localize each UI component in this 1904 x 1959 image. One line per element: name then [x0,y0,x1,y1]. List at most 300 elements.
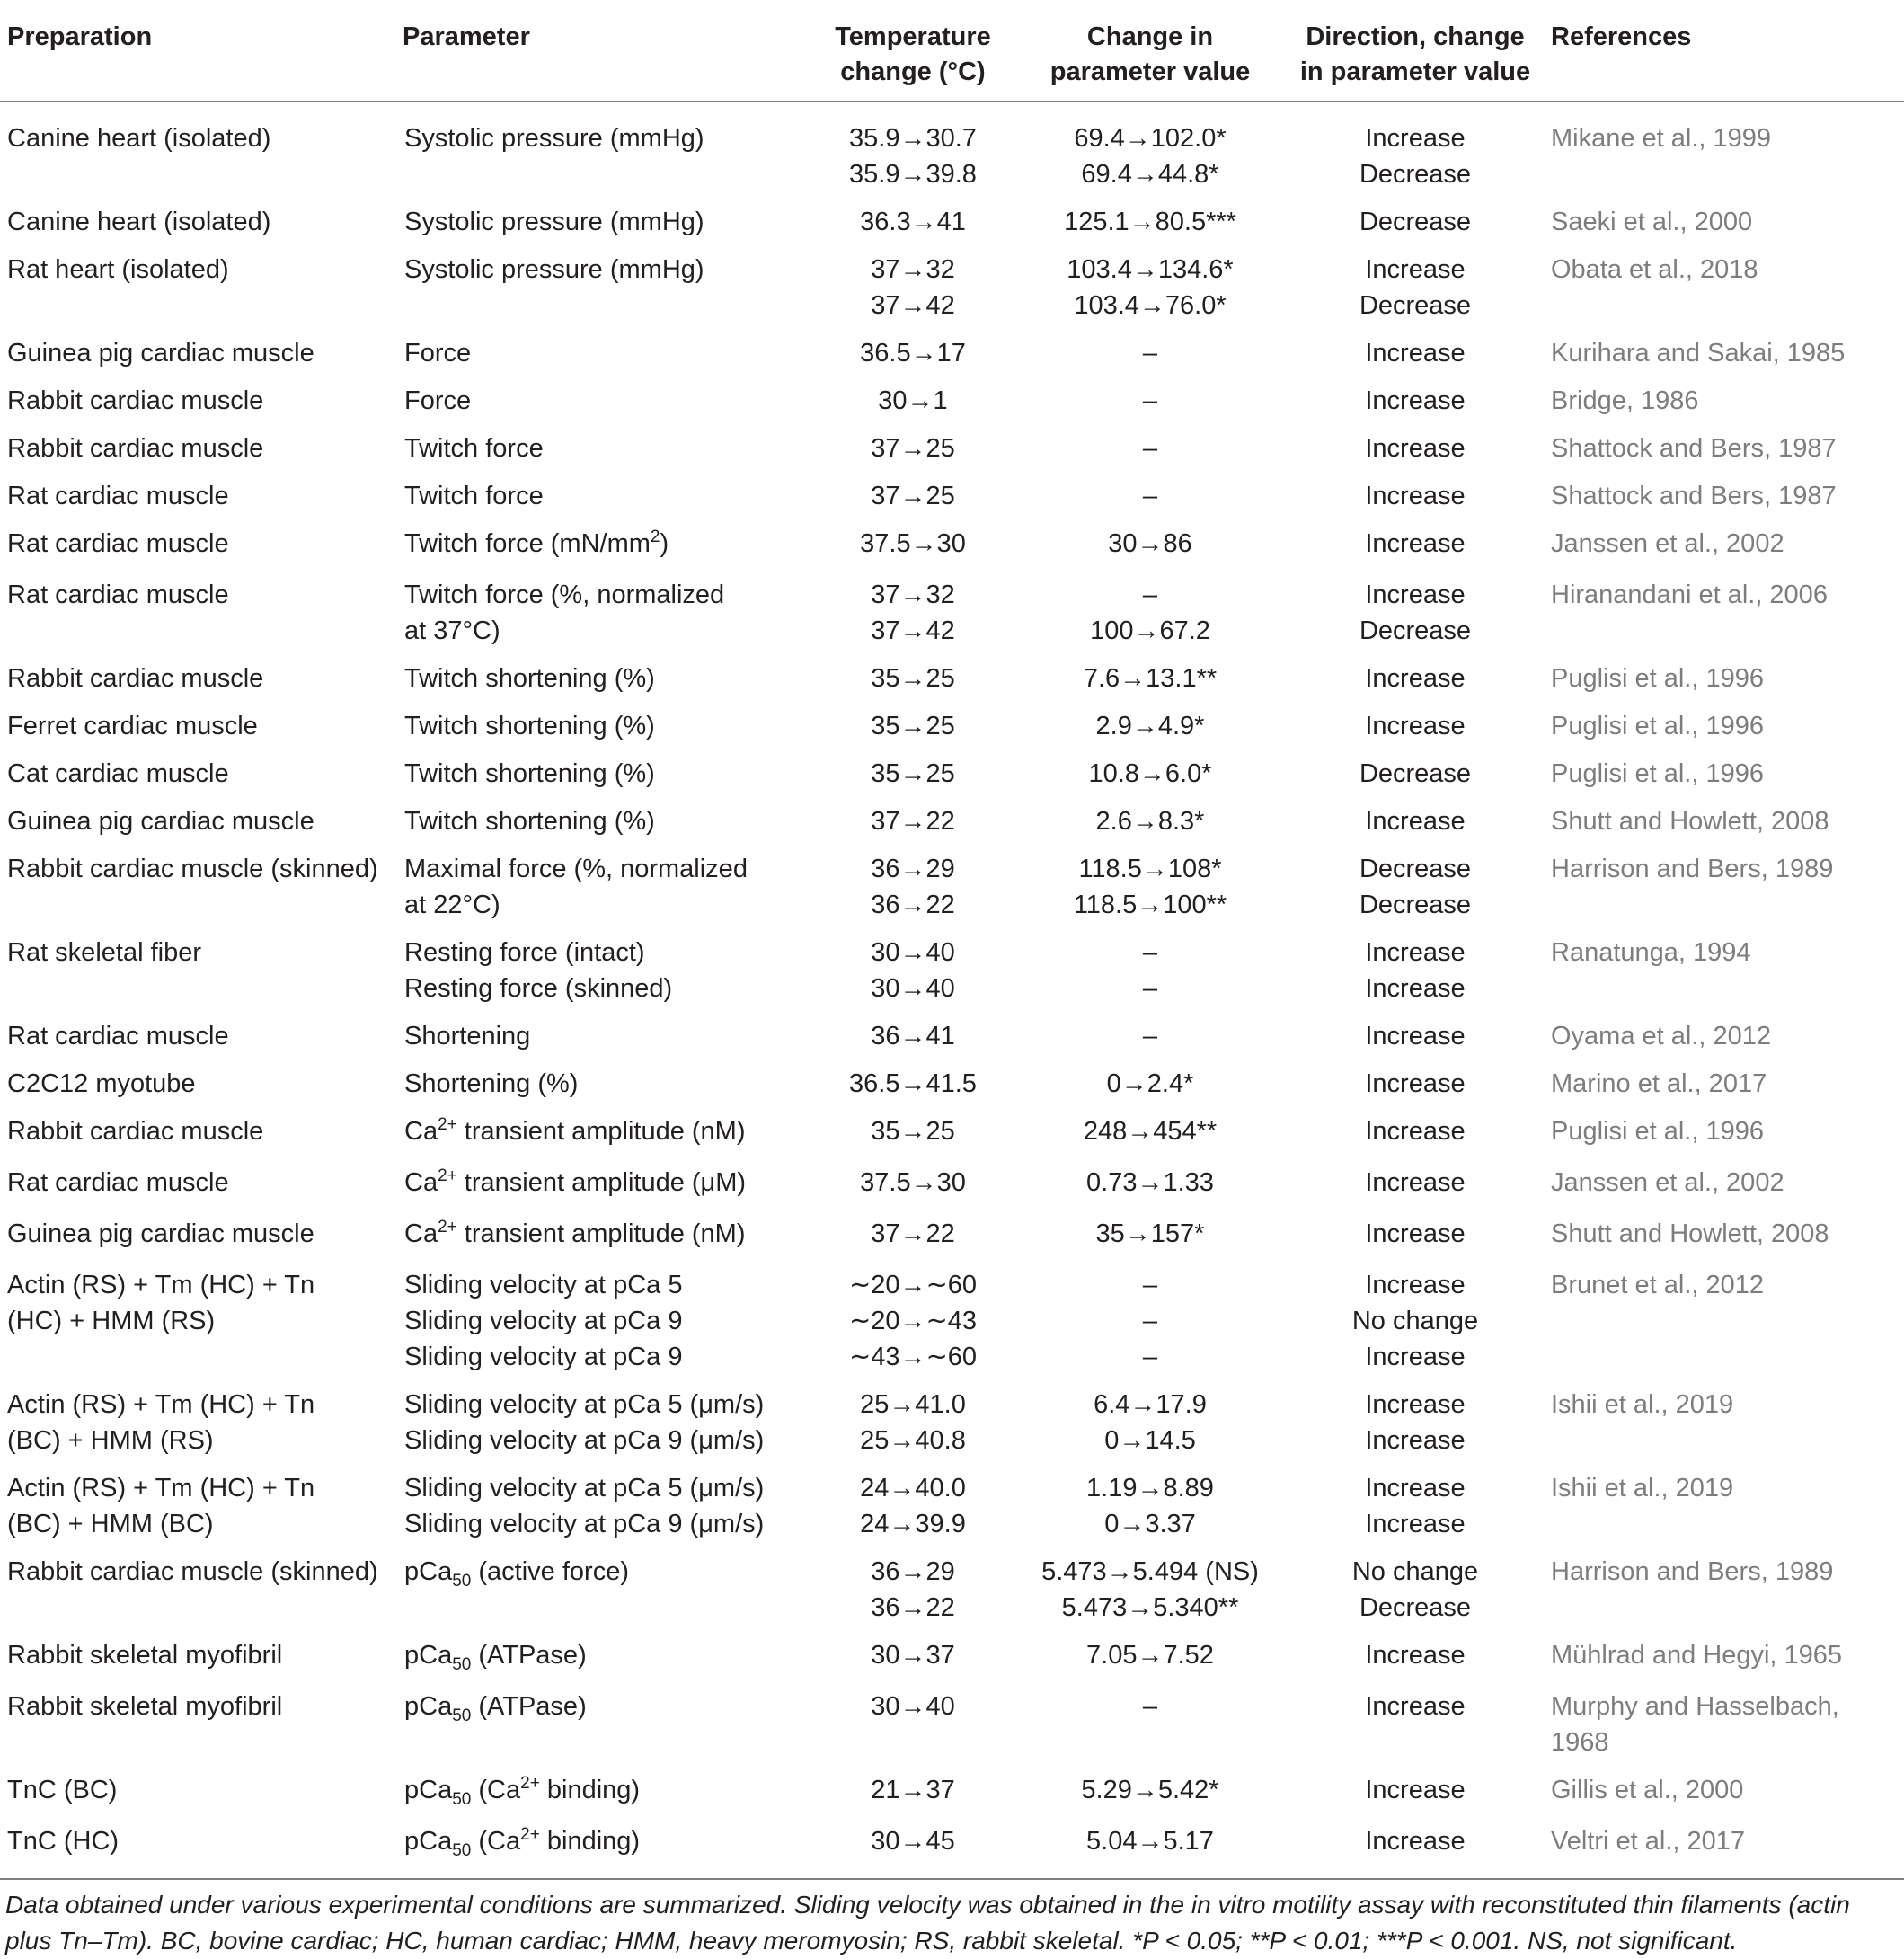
cell-temperature-change [805,425,1021,473]
table-row [0,1262,1904,1381]
superscript: 2 [650,527,660,546]
cell-preparation [0,1818,403,1869]
cell-temperature-change-line: 30→45 [871,1827,955,1856]
cell-preparation [0,798,403,846]
header-direction [1280,7,1551,102]
cell-temperature-change-line: 25→40.8 [860,1426,966,1455]
cell-direction-line: Increase [1365,529,1466,558]
cell-preparation-line: Rabbit cardiac muscle [7,386,264,415]
cell-direction-line: Increase [1365,1827,1466,1856]
cell-direction-line: Increase [1365,1390,1466,1419]
cell-parameter-change [1021,1262,1280,1381]
text-segment: (Ca [471,1827,521,1856]
cell-parameter-line [404,1637,805,1677]
cell-direction [1280,1548,1551,1632]
cell-temperature-change [805,377,1021,425]
cell-parameter-line: Maximal force (%, normalized [404,855,748,883]
cell-preparation-line: Rat cardiac muscle [7,1168,229,1197]
cell-preparation [0,425,403,473]
cell-parameter [403,246,805,330]
cell-parameter [403,1381,805,1465]
cell-parameter-line: Sliding velocity at pCa 5 [404,1271,683,1299]
cell-temperature-change-line: 36→22 [871,891,955,919]
cell-direction [1280,473,1551,520]
text-segment: Twitch force (mN/mm [404,529,651,558]
cell-preparation [0,1381,403,1465]
table-row [0,377,1904,425]
cell-preparation-line: TnC (BC) [7,1776,118,1804]
cell-temperature-change-line: 30→40 [871,938,955,967]
cell-parameter-change-line: 69.4→44.8* [1081,160,1219,189]
cell-temperature-change [805,1159,1021,1210]
cell-parameter [403,655,805,703]
cell-reference: Brunet et al., 2012 [1551,1271,1764,1299]
cell-temperature-change-line: 37.5→30 [860,529,966,558]
cell-temperature-change-line: 37→25 [871,482,955,510]
cell-parameter-change-line: 69.4→102.0* [1074,124,1227,153]
cell-reference: Murphy and Hasselbach, 1968 [1551,1692,1839,1757]
cell-parameter-line: Sliding velocity at pCa 9 [404,1343,683,1371]
cell-temperature-change-line: 35→25 [871,1117,955,1146]
data-table [0,7,1904,1869]
superscript: 2+ [520,1774,540,1793]
cell-reference: Kurihara and Sakai, 1985 [1551,339,1846,368]
cell-direction-line: Increase [1365,339,1466,368]
cell-parameter [403,798,805,846]
cell-parameter [403,1818,805,1869]
cell-temperature-change [805,703,1021,750]
cell-reference: Veltri et al., 2017 [1551,1827,1746,1856]
subscript: 50 [452,1841,472,1860]
cell-preparation-line: Guinea pig cardiac muscle [7,1219,314,1248]
cell-temperature-change-line: 35→25 [871,712,955,740]
header-temperature-line: change (°C) [840,58,986,86]
cell-preparation-line: Rabbit cardiac muscle [7,664,264,693]
cell-parameter-change [1021,1108,1280,1159]
cell-preparation-line: Rat cardiac muscle [7,529,229,558]
cell-temperature-change [805,655,1021,703]
cell-parameter-change-line: 248→454** [1083,1117,1218,1146]
cell-temperature-change-line: 30→37 [871,1641,955,1670]
cell-direction-line: Increase [1365,1692,1466,1721]
cell-parameter-line [404,1216,805,1255]
cell-parameter-line [404,1689,805,1728]
cell-parameter-change-line: 0→3.37 [1104,1510,1196,1538]
cell-direction [1280,1381,1551,1465]
cell-parameter-change-line: 30→86 [1108,529,1192,558]
cell-parameter-change-line: – [1142,434,1158,463]
cell-parameter [403,1108,805,1159]
table-row [0,703,1904,750]
cell-reference: Oyama et al., 2012 [1551,1022,1772,1050]
cell-direction-line: Increase [1365,581,1466,609]
cell-direction [1280,520,1551,572]
cell-reference: Puglisi et al., 1996 [1551,664,1764,693]
cell-parameter-change-line: 7.6→13.1** [1083,664,1218,693]
cell-temperature-change [805,750,1021,798]
cell-parameter [403,1632,805,1683]
table-row [0,246,1904,330]
cell-direction [1280,1159,1551,1210]
cell-parameter [403,1767,805,1818]
cell-parameter-line: Shortening [404,1022,531,1050]
cell-direction-line: Decrease [1359,291,1472,320]
cell-direction-line: Decrease [1359,160,1472,189]
header-change-line: Change in [1086,22,1214,51]
cell-temperature-change [805,1548,1021,1632]
superscript: 2+ [438,1218,457,1237]
cell-preparation-line: Rat cardiac muscle [7,482,229,510]
cell-direction [1280,377,1551,425]
cell-direction [1280,929,1551,1013]
table-row [0,655,1904,703]
cell-parameter-change-line: 10.8→6.0* [1088,759,1212,788]
cell-preparation-line: C2C12 myotube [7,1069,196,1098]
subscript: 50 [452,1706,472,1725]
cell-parameter-change-line: – [1142,386,1158,415]
cell-preparation [0,750,403,798]
table-row [0,425,1904,473]
cell-temperature-change-line: 37→22 [871,807,955,836]
cell-temperature-change [805,1013,1021,1060]
cell-direction-line: Increase [1365,1343,1466,1371]
cell-preparation [0,1159,403,1210]
text-segment: Ca [404,1219,438,1248]
cell-parameter-change-line: – [1142,1307,1158,1335]
text-segment: binding) [539,1776,641,1804]
subscript: 50 [452,1572,472,1591]
text-segment: (ATPase) [471,1692,587,1721]
cell-preparation [0,1108,403,1159]
cell-temperature-change-line: 37→32 [871,581,955,609]
cell-temperature-change [805,1465,1021,1548]
cell-direction [1280,425,1551,473]
table-row [0,1767,1904,1818]
cell-parameter-line: Resting force (intact) [404,938,645,967]
cell-preparation [0,1548,403,1632]
cell-temperature-change-line: 36.5→41.5 [849,1069,977,1098]
cell-preparation [0,846,403,929]
cell-direction [1280,246,1551,330]
table-row [0,1632,1904,1683]
cell-parameter-change [1021,1381,1280,1465]
cell-preparation [0,246,403,330]
cell-preparation [0,929,403,1013]
table-row [0,1060,1904,1108]
table-row [0,1159,1904,1210]
cell-reference: Gillis et al., 2000 [1551,1776,1744,1804]
cell-preparation [0,655,403,703]
cell-parameter-change-line: 6.4→17.9 [1094,1390,1207,1419]
table-row [0,1210,1904,1262]
cell-reference: Saeki et al., 2000 [1551,208,1753,236]
cell-temperature-change-line: 37→22 [871,1219,955,1248]
cell-parameter-change-line: 0.73→1.33 [1086,1168,1214,1197]
table-row [0,1465,1904,1548]
cell-parameter [403,1210,805,1262]
cell-direction-line: Decrease [1359,891,1472,919]
header-parameter: Parameter [403,7,805,102]
cell-temperature-change-line: 36→29 [871,1557,955,1586]
header-preparation: Preparation [0,7,403,102]
cell-temperature-change-line: 25→41.0 [860,1390,966,1419]
cell-parameter [403,377,805,425]
cell-preparation-line: TnC (HC) [7,1827,120,1856]
cell-preparation [0,102,403,199]
cell-parameter-line: Force [404,339,472,368]
cell-direction-line: Increase [1365,1168,1466,1197]
cell-temperature-change [805,473,1021,520]
cell-parameter-change-line: – [1142,339,1158,368]
cell-reference: Puglisi et al., 1996 [1551,1117,1764,1146]
cell-parameter-change-line: – [1142,1692,1158,1721]
cell-preparation-line: Rat heart (isolated) [7,255,229,284]
cell-parameter-line: Resting force (skinned) [404,974,673,1003]
cell-parameter-change-line: 35→157* [1095,1219,1205,1248]
cell-direction-line: Increase [1365,1069,1466,1098]
cell-direction [1280,1262,1551,1381]
cell-parameter [403,1262,805,1381]
cell-parameter-line: Twitch shortening (%) [404,664,655,693]
cell-parameter [403,703,805,750]
cell-parameter-change-line: – [1142,1271,1158,1299]
cell-parameter-line [404,1772,805,1812]
cell-preparation [0,520,403,572]
cell-direction-line: Increase [1365,434,1466,463]
table-row [0,1548,1904,1632]
table-bottom-rule [0,1878,1904,1880]
cell-preparation-line: Rat cardiac muscle [7,1022,229,1050]
cell-parameter-change-line: 5.29→5.42* [1081,1776,1219,1804]
cell-reference: Shattock and Bers, 1987 [1551,434,1837,463]
cell-temperature-change [805,1262,1021,1381]
cell-parameter-line: Systolic pressure (mmHg) [404,124,704,153]
cell-reference: Harrison and Bers, 1989 [1551,1557,1834,1586]
cell-preparation [0,572,403,655]
cell-preparation-line: Canine heart (isolated) [7,124,271,153]
table-row [0,330,1904,377]
cell-temperature-change-line: 37→32 [871,255,955,284]
cell-temperature-change [805,1632,1021,1683]
cell-temperature-change-line: 30→40 [871,1692,955,1721]
cell-direction-line: Increase [1365,1426,1466,1455]
table-row [0,929,1904,1013]
cell-direction [1280,750,1551,798]
cell-parameter-line: Systolic pressure (mmHg) [404,208,704,236]
cell-preparation [0,1060,403,1108]
cell-parameter-line [404,1554,805,1593]
cell-parameter-change [1021,425,1280,473]
cell-parameter-line: Sliding velocity at pCa 9 [404,1307,683,1335]
cell-temperature-change [805,1210,1021,1262]
cell-parameter-change [1021,703,1280,750]
cell-parameter-change-line: 2.9→4.9* [1095,712,1205,740]
cell-parameter-line: Twitch force (%, normalized [404,581,725,609]
cell-parameter-change [1021,1767,1280,1818]
cell-preparation [0,377,403,425]
cell-direction-line: Increase [1365,664,1466,693]
cell-preparation-line: Actin (RS) + Tm (HC) + Tn [7,1271,315,1299]
table-body [0,102,1904,1869]
cell-temperature-change [805,1381,1021,1465]
table-row [0,473,1904,520]
cell-parameter-change [1021,1013,1280,1060]
cell-parameter-change-line: – [1142,1022,1158,1050]
cell-parameter [403,750,805,798]
text-segment: Ca [404,1117,438,1146]
header-direction-line: Direction, change [1306,22,1525,51]
cell-preparation-line: Rabbit skeletal myofibril [7,1641,283,1670]
cell-direction [1280,1013,1551,1060]
cell-temperature-change [805,520,1021,572]
text-segment: Ca [404,1168,438,1197]
table-row [0,520,1904,572]
cell-preparation-line: Rat cardiac muscle [7,581,229,609]
cell-temperature-change-line: 24→40.0 [860,1474,966,1502]
cell-parameter-change-line: 5.04→5.17 [1086,1827,1214,1856]
cell-temperature-change [805,798,1021,846]
cell-parameter-line: Sliding velocity at pCa 9 (μm/s) [404,1510,765,1538]
cell-parameter-line [404,526,805,565]
header-temperature [805,7,1021,102]
table-header [0,7,1904,102]
cell-parameter-change-line: 0→2.4* [1106,1069,1194,1098]
cell-parameter-change-line: – [1142,581,1158,609]
text-segment: (active force) [471,1557,630,1586]
cell-parameter-change-line: 100→67.2 [1090,616,1210,645]
cell-direction [1280,655,1551,703]
cell-parameter [403,1159,805,1210]
cell-reference: Puglisi et al., 1996 [1551,712,1764,740]
cell-parameter-line: Twitch force [404,482,544,510]
cell-direction-line: Decrease [1359,1593,1472,1622]
cell-preparation-line: Rabbit cardiac muscle [7,1117,264,1146]
cell-direction-line: Increase [1365,1022,1466,1050]
header-direction-line: in parameter value [1299,58,1531,86]
table-footnote: Data obtained under various experimental conditions are summarized. Sliding velocity was obtained in the in vitro motility assay with reconstituted thin filaments (actin plus Tn–Tm). BC, bovine cardiac; HC, human cardiac; HMM, heavy meromyosin; RS, rabbit skeletal. *P < 0.05; **P < 0.01; ***P < 0.001. NS, not significant. [5,1891,1850,1955]
cell-parameter-change [1021,1159,1280,1210]
cell-preparation-line: (BC) + HMM (BC) [7,1510,214,1538]
cell-preparation [0,1683,403,1767]
cell-temperature-change-line: 36.5→17 [860,339,966,368]
cell-parameter-line: Twitch force [404,434,544,463]
cell-parameter-change [1021,330,1280,377]
cell-temperature-change-line: 36→29 [871,855,955,883]
cell-direction [1280,703,1551,750]
cell-direction-line: Increase [1365,712,1466,740]
cell-direction [1280,1210,1551,1262]
cell-preparation [0,330,403,377]
cell-direction [1280,102,1551,199]
cell-parameter-line: Twitch shortening (%) [404,807,655,836]
cell-temperature-change-line: 35→25 [871,664,955,693]
cell-parameter-change-line: – [1142,938,1158,967]
cell-parameter-change [1021,929,1280,1013]
cell-direction-line: Increase [1365,1510,1466,1538]
cell-temperature-change [805,1767,1021,1818]
cell-direction [1280,1632,1551,1683]
cell-preparation-line: Canine heart (isolated) [7,208,271,236]
cell-direction [1280,1818,1551,1869]
cell-preparation [0,1767,403,1818]
cell-temperature-change-line: 36.3→41 [860,208,966,236]
cell-preparation [0,1262,403,1381]
cell-preparation-line: Rabbit cardiac muscle [7,434,264,463]
cell-parameter-change [1021,798,1280,846]
cell-direction-line: Increase [1365,1641,1466,1670]
cell-parameter-change-line: 5.473→5.340** [1061,1593,1239,1622]
cell-direction [1280,1108,1551,1159]
cell-parameter [403,572,805,655]
cell-reference: Mikane et al., 1999 [1551,124,1772,153]
cell-temperature-change [805,330,1021,377]
cell-reference: Obata et al., 2018 [1551,255,1758,284]
cell-direction-line: Decrease [1359,855,1472,883]
cell-preparation-line: Cat cardiac muscle [7,759,229,788]
header-row [0,7,1904,102]
cell-temperature-change-line: 37.5→30 [860,1168,966,1197]
cell-temperature-change-line: 24→39.9 [860,1510,966,1538]
cell-parameter-line: at 22°C) [404,891,500,919]
superscript: 2+ [520,1825,540,1844]
cell-parameter-change-line: 2.6→8.3* [1095,807,1205,836]
cell-parameter [403,330,805,377]
cell-temperature-change-line: 36→41 [871,1022,955,1050]
cell-reference: Ishii et al., 2019 [1551,1390,1734,1419]
cell-parameter-change [1021,199,1280,246]
cell-temperature-change [805,1108,1021,1159]
cell-parameter-change-line: – [1142,482,1158,510]
cell-parameter-change [1021,1210,1280,1262]
cell-direction-line: Increase [1365,974,1466,1003]
cell-preparation-line: Guinea pig cardiac muscle [7,339,314,368]
cell-temperature-change-line: 35→25 [871,759,955,788]
cell-reference: Hiranandani et al., 2006 [1551,581,1828,609]
cell-parameter-line [404,1823,805,1863]
header-references: References [1551,7,1904,102]
cell-parameter-change-line: 1.19→8.89 [1086,1474,1214,1502]
cell-parameter-line: Sliding velocity at pCa 5 (μm/s) [404,1390,765,1419]
cell-parameter-change [1021,750,1280,798]
cell-direction [1280,330,1551,377]
cell-preparation [0,1632,403,1683]
cell-parameter-line: Shortening (%) [404,1069,579,1098]
cell-reference: Shutt and Howlett, 2008 [1551,1219,1829,1248]
cell-reference: Shattock and Bers, 1987 [1551,482,1837,510]
cell-parameter-change-line: 125.1→80.5*** [1064,208,1236,236]
cell-parameter-line: Force [404,386,472,415]
cell-reference: Mühlrad and Hegyi, 1965 [1551,1641,1843,1670]
header-temperature-line: Temperature [835,22,991,51]
cell-parameter-line: Systolic pressure (mmHg) [404,255,704,284]
cell-parameter-change [1021,1548,1280,1632]
cell-parameter [403,520,805,572]
cell-parameter-change-line: 0→14.5 [1104,1426,1196,1455]
cell-parameter [403,846,805,929]
cell-parameter-change-line: 5.473→5.494 (NS) [1041,1557,1259,1586]
cell-temperature-change-line: ∼20→∼60 [848,1271,978,1299]
cell-temperature-change [805,199,1021,246]
cell-parameter-change [1021,1683,1280,1767]
cell-parameter-change-line: 103.4→76.0* [1074,291,1227,320]
cell-preparation-line: Guinea pig cardiac muscle [7,807,314,836]
table-row [0,1683,1904,1767]
cell-direction [1280,1465,1551,1548]
text-segment: transient amplitude (μM) [456,1168,747,1197]
cell-direction-line: Increase [1365,938,1466,967]
cell-parameter [403,1465,805,1548]
cell-reference: Ranatunga, 1994 [1551,938,1751,967]
